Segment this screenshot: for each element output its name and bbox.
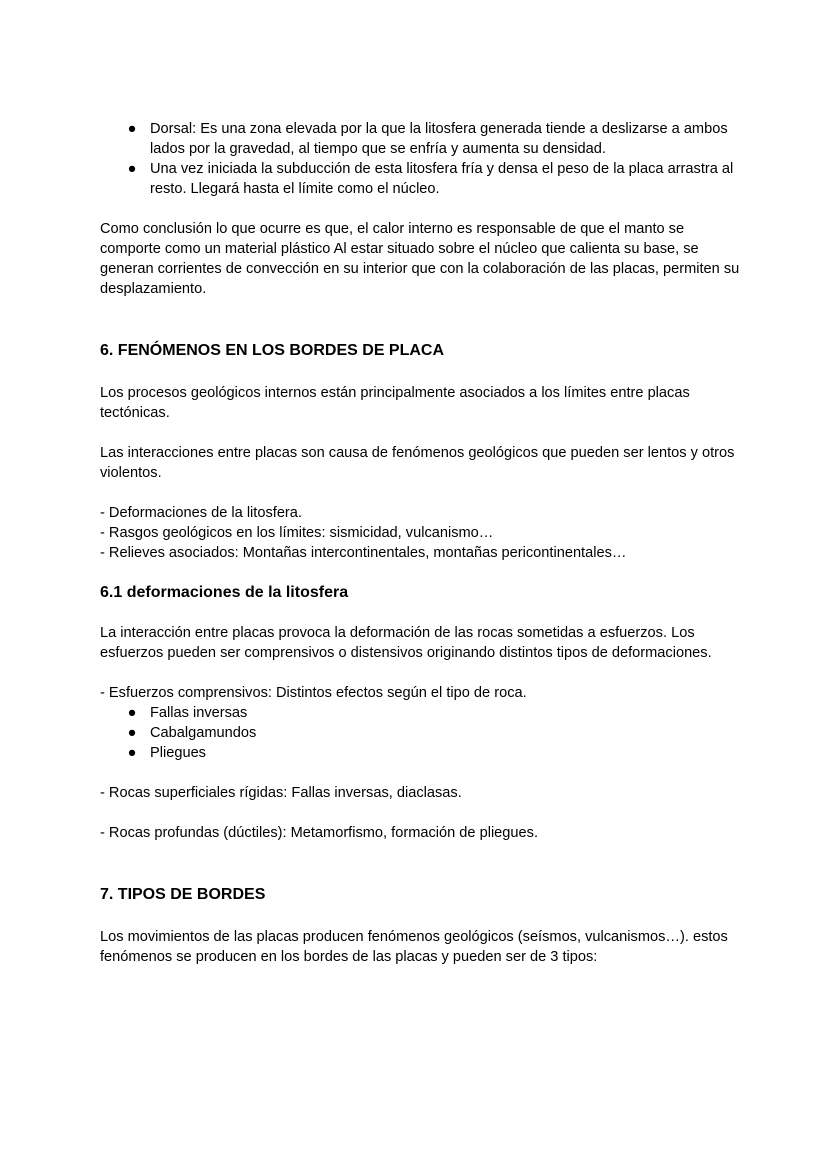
rocas-profundas-line: - Rocas profundas (dúctiles): Metamorfismo, formación de pliegues. (100, 825, 538, 841)
document-page (100, 119, 740, 967)
bullet-icon: ● (127, 745, 137, 761)
bullet-text-subduccion: Una vez iniciada la subducción de esta litosfera fría y densa el peso de la placa arrastra al resto. Llegará hasta el límite como el núcleo. (150, 161, 734, 197)
list-item (100, 723, 740, 743)
section-6-heading: 6. FENÓMENOS EN LOS BORDES DE PLACA (100, 342, 445, 359)
top-bullet-list (100, 119, 740, 199)
section-6-1-heading: 6.1 deformaciones de la litosfera (100, 584, 349, 601)
section-6-paragraph-2: Las interacciones entre placas son causa de fenómenos geológicos que pueden ser lentos y otros violentos. (100, 445, 735, 481)
bullet-icon: ● (127, 725, 137, 741)
list-item (100, 159, 740, 199)
bullet-icon: ● (127, 161, 137, 177)
section-7-paragraph: Los movimientos de las placas producen fenómenos geológicos (seísmos, vulcanismos…). estos fenómenos se producen en los bordes de las placas y pueden ser de 3 tipos: (100, 929, 728, 965)
conclusion-paragraph: Como conclusión lo que ocurre es que, el calor interno es responsable de que el manto se comporte como un material plástico Al estar situado sobre el núcleo que calienta su base, se generan corrientes de convección en su interior que con la colaboración de las placas, permiten su desplazamiento. (100, 221, 740, 297)
dash-item-relieves: - Relieves asociados: Montañas intercontinentales, montañas pericontinentales… (100, 545, 627, 561)
bullet-text: Pliegues (150, 745, 206, 761)
esfuerzos-comprensivos-line: - Esfuerzos comprensivos: Distintos efectos según el tipo de roca. (100, 685, 527, 701)
bullet-text: Fallas inversas (150, 705, 248, 721)
dash-item-deformaciones: - Deformaciones de la litosfera. (100, 505, 302, 521)
dash-item-rasgos: - Rasgos geológicos en los límites: sismicidad, vulcanismo… (100, 525, 494, 541)
bullet-text: Cabalgamundos (150, 725, 257, 741)
list-item (100, 703, 740, 723)
section-6-paragraph-1: Los procesos geológicos internos están principalmente asociados a los límites entre placas tectónicas. (100, 385, 690, 421)
list-item (100, 119, 740, 159)
rocas-superficiales-line: - Rocas superficiales rígidas: Fallas inversas, diaclasas. (100, 785, 462, 801)
esfuerzos-bullet-list (100, 703, 740, 763)
bullet-icon: ● (127, 121, 137, 137)
list-item (100, 743, 740, 763)
bullet-text-dorsal: Dorsal: Es una zona elevada por la que la litosfera generada tiende a deslizarse a ambos lados por la gravedad, al tiempo que se enfría y aumenta su densidad. (150, 121, 728, 157)
section-6-1-paragraph: La interacción entre placas provoca la deformación de las rocas sometidas a esfuerzos. Los esfuerzos pueden ser comprensivos o distensivos originando distintos tipos de deformaciones. (100, 625, 712, 661)
bullet-icon: ● (127, 705, 137, 721)
section-7-heading: 7. TIPOS DE BORDES (100, 886, 266, 903)
